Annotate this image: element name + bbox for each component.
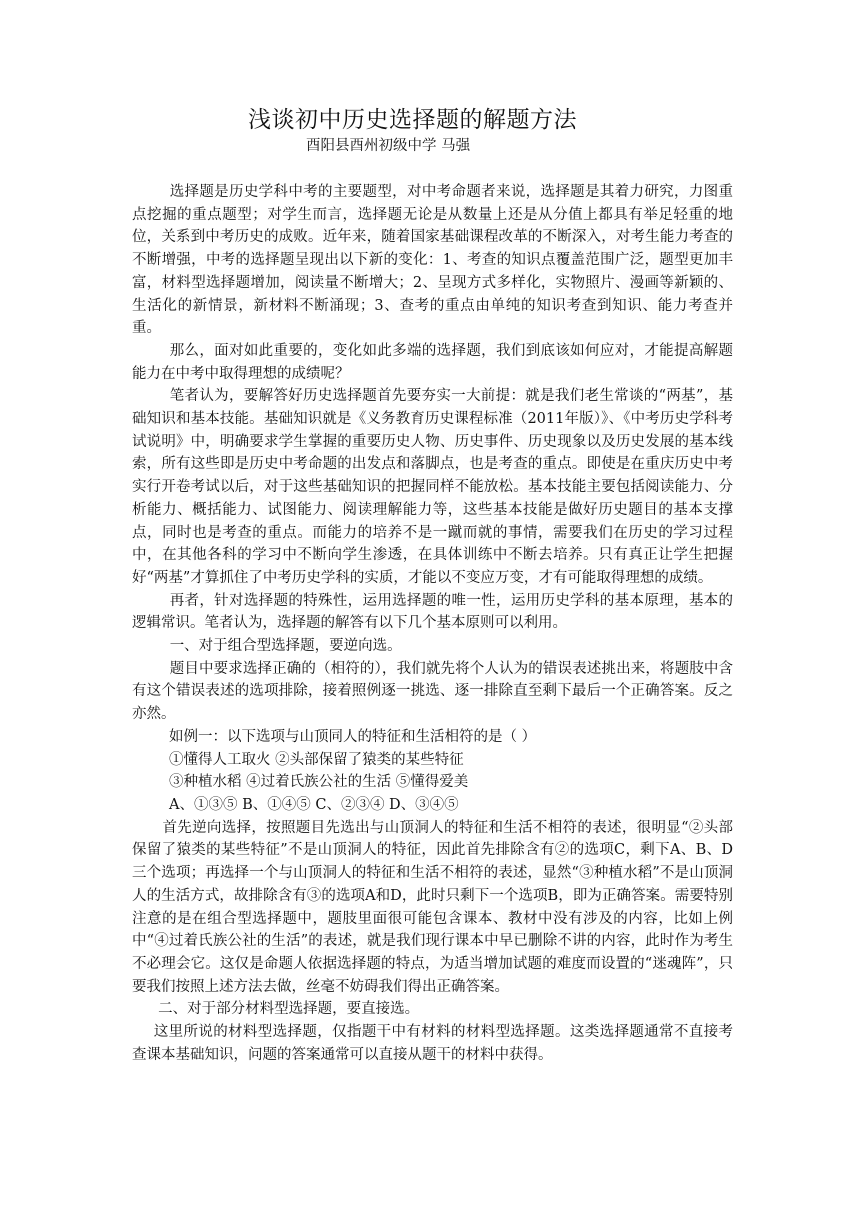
heading-section-two: 二、对于部分材料型选择题，要直接选。 (158, 1001, 420, 1018)
document-author: 酉阳县酉州初级中学 马强 (306, 138, 471, 154)
paragraph-material-select: 这里所说的材料型选择题，仅指题干中有材料的材料型选择题。这类选择题通常不直接考查课本基础知识，问题的答案通常可以直接从题干的材料中获得。 (132, 1024, 733, 1063)
paragraph-principles: 再者，针对选择题的特殊性，运用选择题的唯一性，运用历史学科的基本原理，基本的逻辑常识。笔者认为，选择题的解答有以下几个基本原则可以利用。 (132, 592, 733, 632)
paragraph-question: 那么，面对如此重要的，变化如此多端的选择题，我们到底该如何应对，才能提高解题能力在中考中取得理想的成绩呢？ (132, 342, 733, 382)
example-question: 如例一：以下选项与山顶同人的特征和生活相符的是（ ） (169, 728, 537, 745)
document-title: 浅谈初中历史选择题的解题方法 (248, 107, 577, 133)
paragraph-example-explanation: 首先逆向选择，按照题目先选出与山顶洞人的特征和生活不相符的表述，很明显“②头部保留了猿类的某些特征”不是山顶洞人的特征，因此首先排除含有②的选项C，剩下A、B、D三个选项；再选择一个与山顶洞人的特征和生活不相符的表述，显然“③种植水稻”不是山顶洞人的生活方式，故排除含有③的选项A和D，此时只剩下一个选项B，即为正确答案。需要特别注意的是在组合型选择题中，题肢里面很可能包含课本、教材中没有涉及的内容，比如上例中“④过着氏族公社的生活”的表述，就是我们现行课本中早已删除不讲的内容，此时作为考生不必理会它。这仅是命题人依据选择题的特点，为适当增加试题的难度而设置的“迷魂阵”，只要我们按照上述方法去做，丝毫不妨碍我们得出正确答案。 (132, 819, 733, 995)
example-options-line-1: ①懂得人工取火 ②头部保留了猿类的某些特征 (169, 751, 464, 768)
example-answer-choices: A、①③⑤ B、①④⑤ C、②③④ D、③④⑤ (169, 796, 459, 813)
heading-section-one: 一、对于组合型选择题，要逆向选。 (169, 638, 402, 655)
paragraph-intro: 选择题是历史学科中考的主要题型，对中考命题者来说，选择题是其着力研究，力图重点挖掘的重点题型；对学生而言，选择题无论是从数量上还是从分值上都具有举足轻重的地位，关系到中考历史的成败。近年来，随着国家基础课程改革的不断深入，对考生能力考查的不断增强，中考的选择题呈现出以下新的变化：1、考查的知识点覆盖范围广泛，题型更加丰富，材料型选择题增加，阅读量不断增大；2、呈现方式多样化，实物照片、漫画等新颖的、生活化的新情景，新材料不断涌现；3、查考的重点由单纯的知识考查到知识、能力考查并重。 (132, 184, 733, 337)
document-body (132, 181, 733, 1066)
paragraph-reverse-select: 题目中要求选择正确的（相符的），我们就先将个人认为的错误表述挑出来，将题肢中含有这个错误表述的选项排除，接着照例逐一挑选、逐一排除直至剩下最后一个正确答案。反之亦然。 (132, 660, 733, 723)
paragraph-two-basics: 笔者认为，要解答好历史选择题首先要夯实一大前提：就是我们老生常谈的“两基”，基础知识和基本技能。基础知识就是《义务教育历史课程标准（2011年版）》、《中考历史学科考试说明》中，明确要求学生掌握的重要历史人物、历史事件、历史现象以及历史发展的基本线索，所有这些即是历史中考命题的出发点和落脚点，也是考查的重点。即使是在重庆历史中考实行开卷考试以后，对于这些基础知识的把握同样不能放松。基本技能主要包括阅读能力、分析能力、概括能力、试图能力、阅读理解能力等，这些基本技能是做好历史题目的基本支撑点，同时也是考查的重点。而能力的培养不是一蹴而就的事情，需要我们在历史的学习过程中，在其他各科的学习中不断向学生渗透，在具体训练中不断去培养。只有真正让学生把握好“两基”才算抓住了中考历史学科的实质，才能以不变应万变，才有可能取得理想的成绩。 (132, 388, 733, 586)
example-options-line-2: ③种植水稻 ④过着氏族公社的生活 ⑤懂得爱美 (169, 774, 469, 791)
